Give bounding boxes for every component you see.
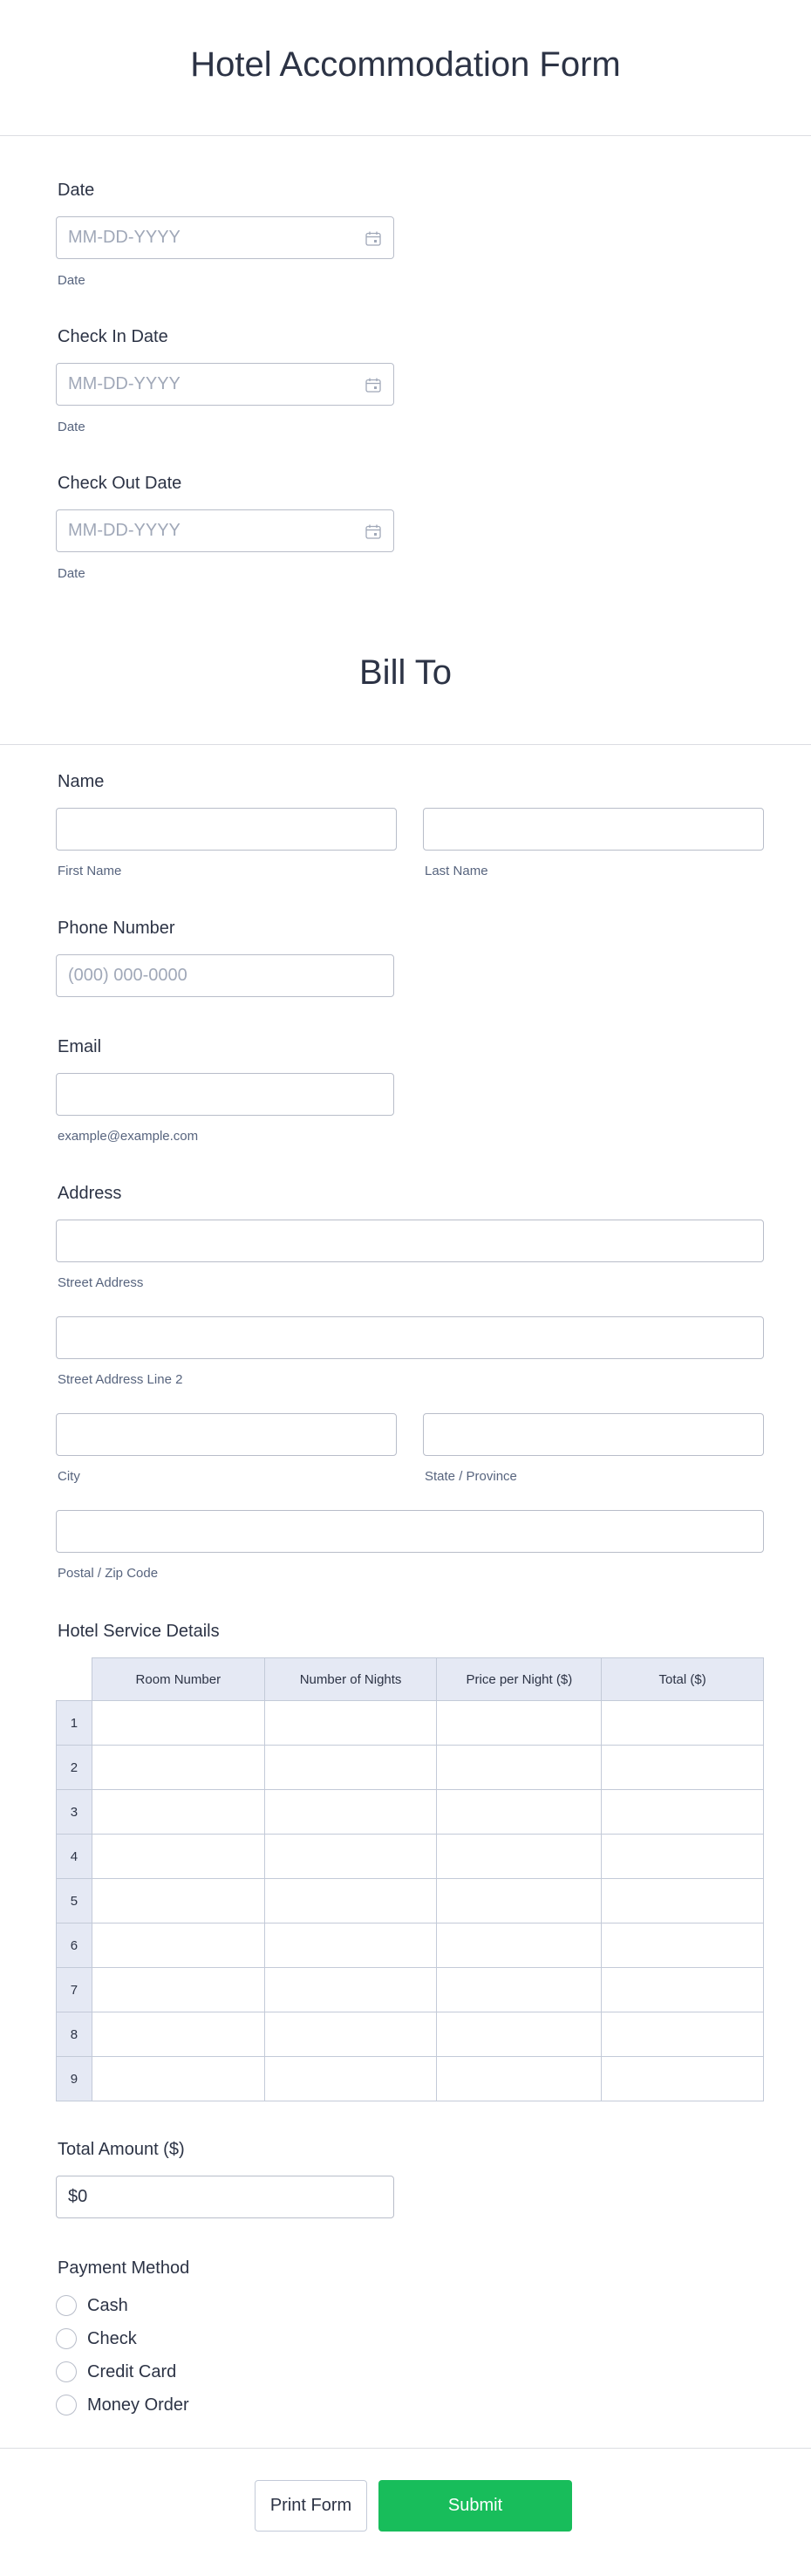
table-row [57, 1746, 764, 1790]
print-form-button[interactable]: Print Form [255, 2480, 367, 2532]
radio-button[interactable] [56, 2328, 77, 2349]
phone-placeholder: (000) 000-0000 [68, 966, 187, 985]
calendar-icon[interactable] [365, 524, 381, 539]
date-input[interactable] [56, 216, 394, 259]
nights-cell[interactable] [264, 1701, 437, 1746]
price-cell[interactable] [437, 2057, 602, 2101]
price-cell[interactable] [437, 1746, 602, 1790]
column-header: Price per Night ($) [437, 1658, 602, 1701]
check-in-input[interactable] [56, 363, 394, 406]
table-row [57, 1923, 764, 1968]
column-header: Number of Nights [264, 1658, 437, 1701]
price-cell[interactable] [437, 2012, 602, 2057]
payment-option-check[interactable] [56, 2328, 137, 2349]
total-cell[interactable] [602, 2057, 764, 2101]
state-sublabel: State / Province [425, 1469, 517, 1484]
check-out-placeholder: MM-DD-YYYY [68, 521, 181, 540]
nights-cell[interactable] [264, 1968, 437, 2012]
nights-cell[interactable] [264, 1923, 437, 1968]
date-placeholder: MM-DD-YYYY [68, 228, 181, 247]
calendar-icon[interactable] [365, 378, 381, 393]
last-name-input[interactable] [423, 808, 764, 851]
row-number: 4 [57, 1835, 92, 1879]
price-cell[interactable] [437, 1968, 602, 2012]
zip-input[interactable] [56, 1510, 764, 1553]
payment-option-label: Cash [87, 2295, 128, 2315]
check-in-placeholder: MM-DD-YYYY [68, 374, 181, 393]
check-out-sublabel: Date [58, 566, 85, 581]
price-cell[interactable] [437, 1790, 602, 1835]
row-number: 5 [57, 1879, 92, 1923]
payment-option-cash[interactable] [56, 2295, 128, 2316]
table-row [57, 2057, 764, 2101]
table-row [57, 1790, 764, 1835]
price-cell[interactable] [437, 1835, 602, 1879]
room-number-cell[interactable] [92, 1968, 264, 2012]
phone-input[interactable] [56, 954, 394, 997]
table-row [57, 1701, 764, 1746]
service-details-label: Hotel Service Details [58, 1622, 220, 1641]
table-corner [57, 1658, 92, 1701]
room-number-cell[interactable] [92, 2012, 264, 2057]
address-label: Address [58, 1184, 122, 1203]
table-row [57, 1968, 764, 2012]
table-row [57, 2012, 764, 2057]
footer-divider [0, 2448, 811, 2449]
total-cell[interactable] [602, 1923, 764, 1968]
price-cell[interactable] [437, 1879, 602, 1923]
price-cell[interactable] [437, 1701, 602, 1746]
date-sublabel: Date [58, 273, 85, 288]
payment-option-credit-card[interactable] [56, 2361, 176, 2382]
payment-method-label: Payment Method [58, 2258, 190, 2278]
total-cell[interactable] [602, 1701, 764, 1746]
row-number: 1 [57, 1701, 92, 1746]
check-in-label: Check In Date [58, 327, 168, 346]
street-address-line2-sublabel: Street Address Line 2 [58, 1372, 183, 1387]
row-number: 7 [57, 1968, 92, 2012]
check-in-sublabel: Date [58, 420, 85, 434]
column-header: Room Number [92, 1658, 264, 1701]
submit-button[interactable]: Submit [378, 2480, 572, 2532]
column-header: Total ($) [602, 1658, 764, 1701]
city-input[interactable] [56, 1413, 397, 1456]
last-name-sublabel: Last Name [425, 864, 488, 878]
room-number-cell[interactable] [92, 1835, 264, 1879]
table-row [57, 1879, 764, 1923]
service-details-table [56, 1657, 764, 2101]
total-cell[interactable] [602, 1835, 764, 1879]
payment-option-label: Money Order [87, 2395, 189, 2415]
street-address-line2-input[interactable] [56, 1316, 764, 1359]
phone-label: Phone Number [58, 919, 175, 938]
radio-button[interactable] [56, 2295, 77, 2316]
payment-option-money-order[interactable] [56, 2395, 189, 2415]
price-cell[interactable] [437, 1923, 602, 1968]
total-cell[interactable] [602, 1746, 764, 1790]
table-row [57, 1835, 764, 1879]
email-sublabel: example@example.com [58, 1129, 199, 1144]
header-divider [0, 135, 811, 136]
street-address-input[interactable] [56, 1220, 764, 1262]
total-amount-input[interactable] [56, 2176, 394, 2218]
email-input[interactable] [56, 1073, 394, 1116]
row-number: 6 [57, 1923, 92, 1968]
zip-sublabel: Postal / Zip Code [58, 1566, 159, 1581]
nights-cell[interactable] [264, 1790, 437, 1835]
total-amount-label: Total Amount ($) [58, 2140, 185, 2159]
room-number-cell[interactable] [92, 1879, 264, 1923]
form-title: Hotel Accommodation Form [190, 45, 621, 84]
row-number: 9 [57, 2057, 92, 2101]
name-label: Name [58, 772, 105, 791]
nights-cell[interactable] [264, 1835, 437, 1879]
bill-to-title: Bill To [359, 653, 452, 692]
state-input[interactable] [423, 1413, 764, 1456]
row-number: 8 [57, 2012, 92, 2057]
total-cell[interactable] [602, 1790, 764, 1835]
check-out-input[interactable] [56, 509, 394, 552]
row-number: 3 [57, 1790, 92, 1835]
room-number-cell[interactable] [92, 2057, 264, 2101]
room-number-cell[interactable] [92, 1701, 264, 1746]
room-number-cell[interactable] [92, 1746, 264, 1790]
nights-cell[interactable] [264, 2012, 437, 2057]
radio-button[interactable] [56, 2395, 77, 2415]
date-label: Date [58, 181, 95, 200]
radio-button[interactable] [56, 2361, 77, 2382]
city-sublabel: City [58, 1469, 80, 1484]
nights-cell[interactable] [264, 2057, 437, 2101]
row-number: 2 [57, 1746, 92, 1790]
email-label: Email [58, 1037, 102, 1056]
total-amount-value: $0 [68, 2187, 88, 2206]
calendar-icon[interactable] [365, 231, 381, 246]
payment-option-label: Credit Card [87, 2361, 177, 2381]
first-name-input[interactable] [56, 808, 397, 851]
table-header-row [57, 1658, 764, 1701]
room-number-cell[interactable] [92, 1923, 264, 1968]
room-number-cell[interactable] [92, 1790, 264, 1835]
bill-to-divider [0, 744, 811, 745]
nights-cell[interactable] [264, 1746, 437, 1790]
total-cell[interactable] [602, 1968, 764, 2012]
check-out-label: Check Out Date [58, 474, 182, 493]
total-cell[interactable] [602, 2012, 764, 2057]
total-cell[interactable] [602, 1879, 764, 1923]
nights-cell[interactable] [264, 1879, 437, 1923]
payment-option-label: Check [87, 2328, 137, 2348]
street-address-sublabel: Street Address [58, 1275, 144, 1290]
first-name-sublabel: First Name [58, 864, 122, 878]
